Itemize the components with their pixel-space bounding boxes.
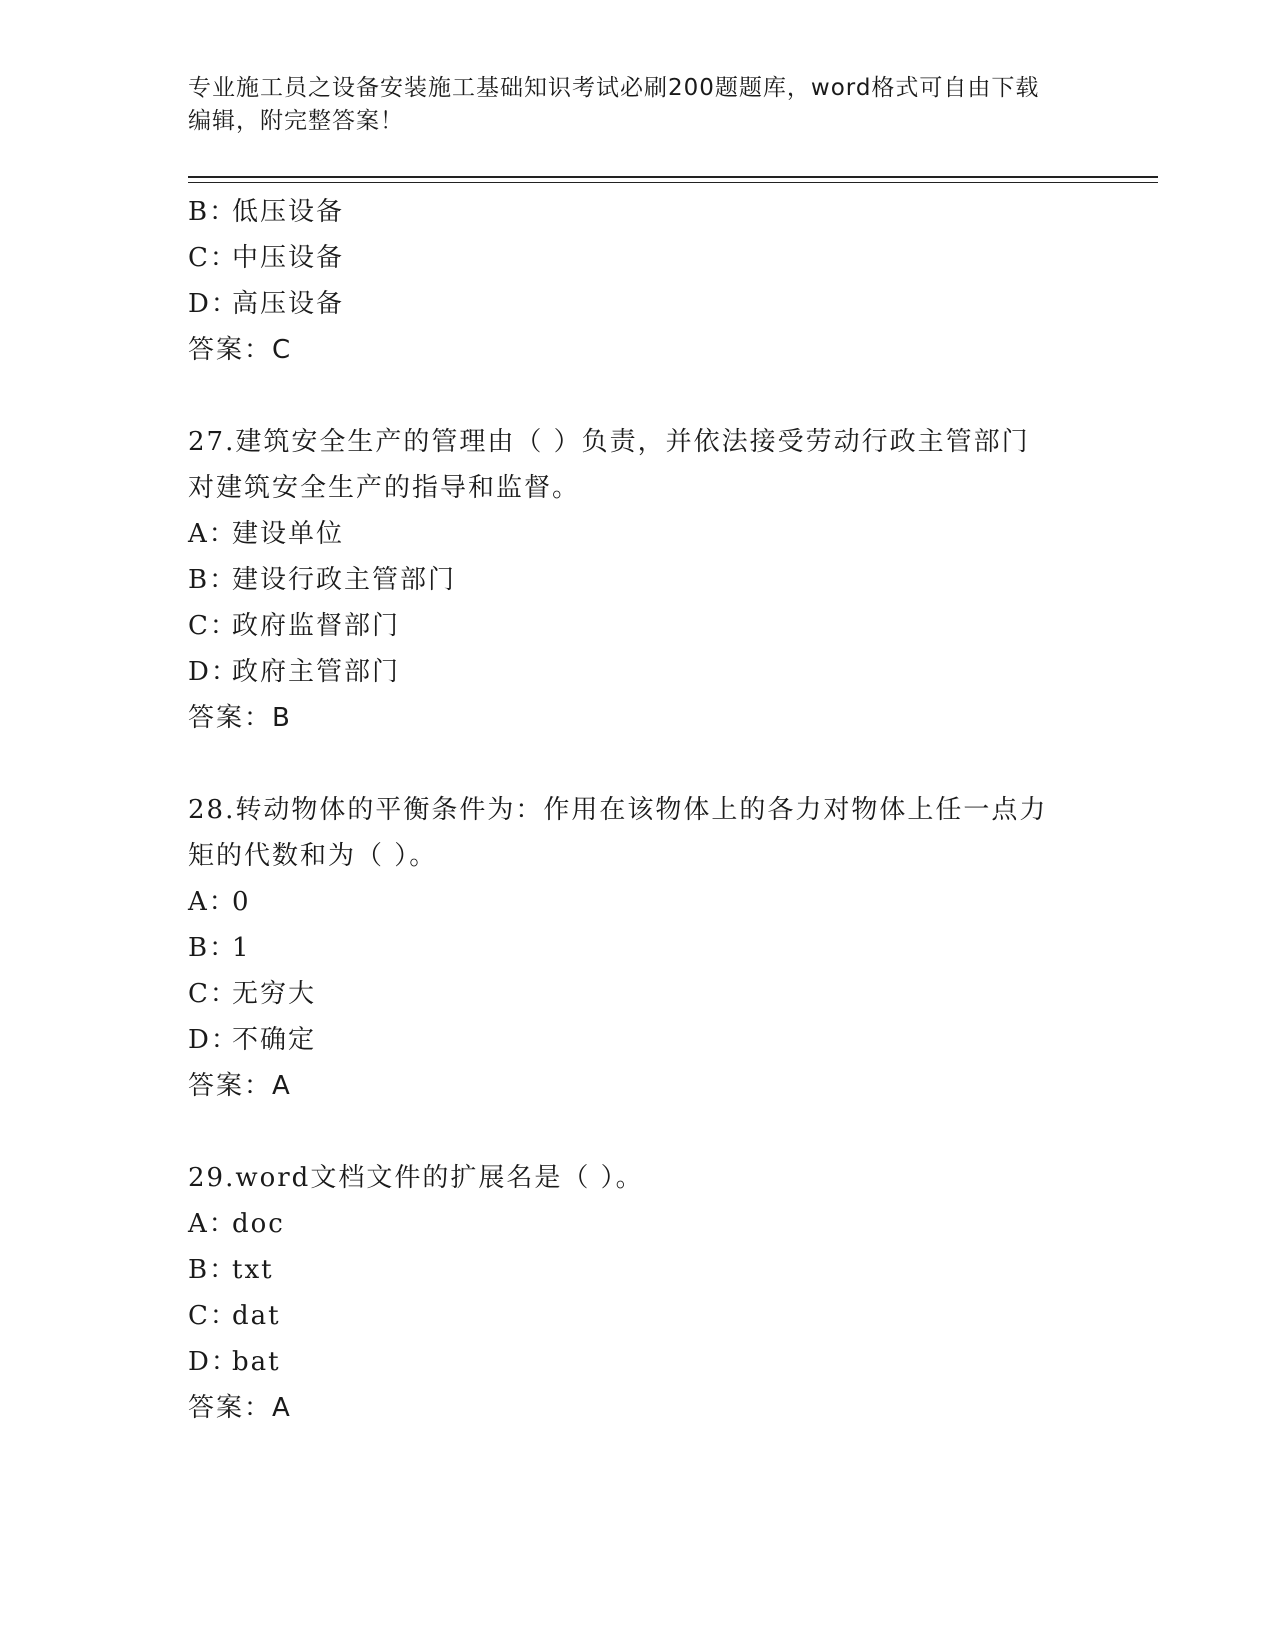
option-a — [188, 879, 1088, 925]
option-d — [188, 649, 1088, 695]
question-stem-line-1: 29.word文档文件的扩展名是（ ）。 — [188, 1163, 644, 1193]
option-text: 无穷大 — [232, 979, 317, 1009]
option-key: A： — [188, 1209, 237, 1239]
option-text: 高压设备 — [232, 289, 345, 319]
spacer — [188, 741, 1088, 787]
option-key: D： — [188, 289, 239, 319]
option-key: D： — [188, 657, 239, 687]
option-a — [188, 511, 1088, 557]
option-key: C： — [188, 979, 238, 1009]
option-text: 政府主管部门 — [232, 657, 401, 687]
option-d — [188, 1339, 1088, 1385]
question-28 — [188, 787, 1088, 1109]
option-c — [188, 1293, 1088, 1339]
option-text: 建设行政主管部门 — [232, 565, 457, 595]
header-title-line-1: 专业施工员之设备安装施工基础知识考试必刷200题题库，word格式可自由下载 — [188, 75, 1040, 101]
question-stem-line-1: 28.转动物体的平衡条件为：作用在该物体上的各力对物体上任一点力 — [188, 795, 1048, 825]
option-text: 0 — [232, 887, 251, 917]
answer-line: 答案：A — [188, 1393, 292, 1423]
document-header — [188, 72, 1068, 138]
spacer — [188, 1109, 1088, 1155]
answer-line: 答案：C — [188, 335, 293, 365]
header-title-line-2: 编辑，附完整答案！ — [188, 108, 404, 134]
option-key: B： — [188, 933, 238, 963]
question-26-fragment — [188, 189, 1088, 373]
header-divider-thick — [188, 176, 1158, 178]
option-text: doc — [232, 1209, 285, 1239]
option-text: dat — [232, 1301, 281, 1331]
spacer — [188, 373, 1088, 419]
option-b — [188, 557, 1088, 603]
option-text: 不确定 — [232, 1025, 317, 1055]
option-key: C： — [188, 243, 238, 273]
option-text: 低压设备 — [232, 197, 345, 227]
question-stem-line-2: 对建筑安全生产的指导和监督。 — [188, 473, 581, 503]
option-d — [188, 1017, 1088, 1063]
question-stem-line-2: 矩的代数和为（ ）。 — [188, 841, 438, 871]
option-key: B： — [188, 1255, 238, 1285]
option-d — [188, 281, 1088, 327]
option-key: C： — [188, 611, 238, 641]
option-c — [188, 971, 1088, 1017]
option-key: C： — [188, 1301, 238, 1331]
option-c — [188, 603, 1088, 649]
option-text: txt — [232, 1255, 274, 1285]
option-key: D： — [188, 1025, 239, 1055]
question-list — [188, 189, 1088, 1431]
option-key: D： — [188, 1347, 239, 1377]
option-b — [188, 1247, 1088, 1293]
option-key: A： — [188, 519, 237, 549]
option-key: B： — [188, 197, 238, 227]
option-c — [188, 235, 1088, 281]
option-text: bat — [232, 1347, 281, 1377]
option-b — [188, 189, 1088, 235]
question-27 — [188, 419, 1088, 741]
option-key: B： — [188, 565, 238, 595]
option-a — [188, 1201, 1088, 1247]
option-text: 中压设备 — [232, 243, 345, 273]
option-text: 1 — [232, 933, 251, 963]
option-b — [188, 925, 1088, 971]
question-stem-line-1: 27.建筑安全生产的管理由（ ）负责，并依法接受劳动行政主管部门 — [188, 427, 1030, 457]
answer-line: 答案：A — [188, 1071, 292, 1101]
option-key: A： — [188, 887, 237, 917]
question-29 — [188, 1155, 1088, 1431]
answer-line: 答案：B — [188, 703, 292, 733]
option-text: 建设单位 — [232, 519, 345, 549]
header-divider-thin — [188, 182, 1158, 183]
option-text: 政府监督部门 — [232, 611, 401, 641]
